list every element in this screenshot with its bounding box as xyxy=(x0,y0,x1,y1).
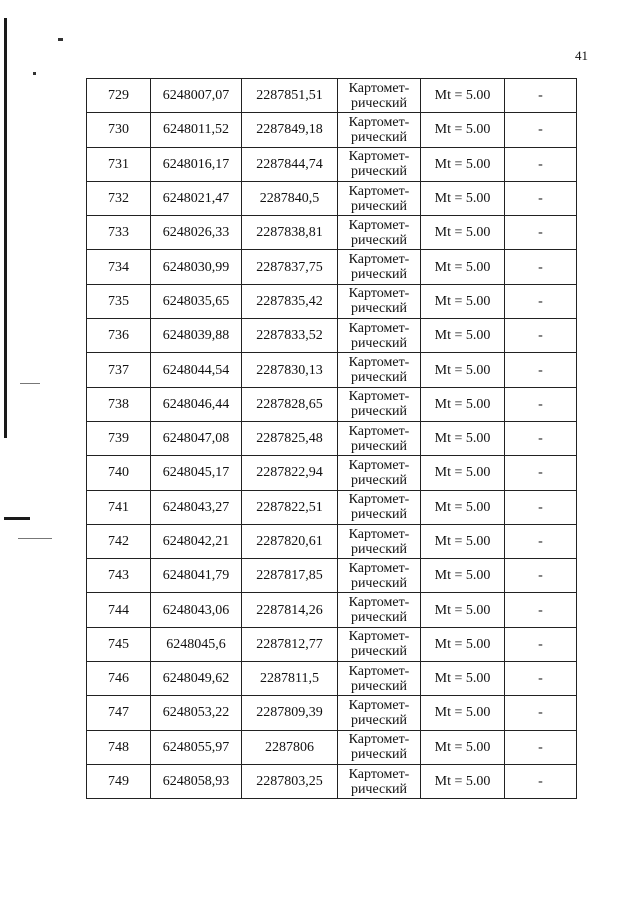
method-line-2: рический xyxy=(350,438,408,454)
scan-dash-mark xyxy=(4,517,30,520)
method-line-2: рический xyxy=(350,781,408,797)
method-cell xyxy=(338,559,421,593)
method-line-2: рический xyxy=(350,232,408,248)
method-line-1: Картомет- xyxy=(348,663,410,679)
method-line-1: Картомет- xyxy=(348,80,410,96)
table-row xyxy=(87,353,577,387)
y-coordinate-cell: 2287838,81 xyxy=(242,216,338,250)
method-line-1: Картомет- xyxy=(348,355,410,371)
note-cell: - xyxy=(505,764,577,798)
x-coordinate-cell: 6248058,93 xyxy=(151,764,242,798)
y-coordinate-cell: 2287835,42 xyxy=(242,284,338,318)
method-line-2: рический xyxy=(350,198,408,214)
coordinates-table xyxy=(86,78,577,799)
note-cell: - xyxy=(505,524,577,558)
method-line-2: рический xyxy=(350,370,408,386)
method-line-2: рический xyxy=(350,472,408,488)
note-cell: - xyxy=(505,696,577,730)
x-coordinate-cell: 6248047,08 xyxy=(151,421,242,455)
method-cell xyxy=(338,421,421,455)
accuracy-cell: Mt = 5.00 xyxy=(421,490,505,524)
table-row xyxy=(87,421,577,455)
method-line-2: рический xyxy=(350,335,408,351)
accuracy-cell: Mt = 5.00 xyxy=(421,284,505,318)
method-line-1: Картомет- xyxy=(348,114,410,130)
method-line-1: Картомет- xyxy=(348,183,410,199)
method-line-1: Картомет- xyxy=(348,595,410,611)
accuracy-cell: Mt = 5.00 xyxy=(421,113,505,147)
x-coordinate-cell: 6248007,07 xyxy=(151,79,242,113)
point-number-cell: 733 xyxy=(87,216,151,250)
method-line-2: рический xyxy=(350,129,408,145)
method-cell xyxy=(338,387,421,421)
point-number-cell: 738 xyxy=(87,387,151,421)
method-line-1: Картомет- xyxy=(348,457,410,473)
method-cell xyxy=(338,662,421,696)
method-line-1: Картомет- xyxy=(348,389,410,405)
note-cell: - xyxy=(505,284,577,318)
accuracy-cell: Mt = 5.00 xyxy=(421,559,505,593)
method-line-1: Картомет- xyxy=(348,286,410,302)
note-cell: - xyxy=(505,353,577,387)
method-line-1: Картомет- xyxy=(348,492,410,508)
point-number-cell: 745 xyxy=(87,627,151,661)
accuracy-cell: Mt = 5.00 xyxy=(421,627,505,661)
method-line-1: Картомет- xyxy=(348,217,410,233)
accuracy-cell: Mt = 5.00 xyxy=(421,147,505,181)
accuracy-cell: Mt = 5.00 xyxy=(421,764,505,798)
page-number: 41 xyxy=(575,48,588,63)
note-cell: - xyxy=(505,181,577,215)
accuracy-cell: Mt = 5.00 xyxy=(421,387,505,421)
x-coordinate-cell: 6248021,47 xyxy=(151,181,242,215)
table-row xyxy=(87,559,577,593)
method-cell xyxy=(338,593,421,627)
table-row xyxy=(87,696,577,730)
scan-speck xyxy=(58,38,63,41)
y-coordinate-cell: 2287814,26 xyxy=(242,593,338,627)
method-line-2: рический xyxy=(350,541,408,557)
method-line-2: рический xyxy=(350,678,408,694)
note-cell: - xyxy=(505,662,577,696)
table-row xyxy=(87,79,577,113)
note-cell: - xyxy=(505,730,577,764)
method-cell xyxy=(338,147,421,181)
point-number-cell: 744 xyxy=(87,593,151,627)
y-coordinate-cell: 2287817,85 xyxy=(242,559,338,593)
x-coordinate-cell: 6248053,22 xyxy=(151,696,242,730)
y-coordinate-cell: 2287840,5 xyxy=(242,181,338,215)
table-row xyxy=(87,764,577,798)
table-row xyxy=(87,627,577,661)
table-row xyxy=(87,147,577,181)
x-coordinate-cell: 6248049,62 xyxy=(151,662,242,696)
table-row xyxy=(87,490,577,524)
point-number-cell: 739 xyxy=(87,421,151,455)
note-cell: - xyxy=(505,250,577,284)
x-coordinate-cell: 6248030,99 xyxy=(151,250,242,284)
method-line-2: рический xyxy=(350,644,408,660)
x-coordinate-cell: 6248045,6 xyxy=(151,627,242,661)
method-line-2: рический xyxy=(350,404,408,420)
point-number-cell: 743 xyxy=(87,559,151,593)
method-cell xyxy=(338,216,421,250)
accuracy-cell: Mt = 5.00 xyxy=(421,216,505,250)
method-line-1: Картомет- xyxy=(348,423,410,439)
note-cell: - xyxy=(505,456,577,490)
accuracy-cell: Mt = 5.00 xyxy=(421,250,505,284)
table-row xyxy=(87,662,577,696)
y-coordinate-cell: 2287803,25 xyxy=(242,764,338,798)
method-line-1: Картомет- xyxy=(348,766,410,782)
coordinates-table-body xyxy=(87,79,577,799)
x-coordinate-cell: 6248035,65 xyxy=(151,284,242,318)
table-row xyxy=(87,284,577,318)
method-cell xyxy=(338,524,421,558)
scan-smudge xyxy=(20,383,40,384)
method-cell xyxy=(338,79,421,113)
method-line-1: Картомет- xyxy=(348,732,410,748)
method-cell xyxy=(338,250,421,284)
x-coordinate-cell: 6248041,79 xyxy=(151,559,242,593)
table-row xyxy=(87,181,577,215)
x-coordinate-cell: 6248055,97 xyxy=(151,730,242,764)
point-number-cell: 749 xyxy=(87,764,151,798)
method-cell xyxy=(338,764,421,798)
x-coordinate-cell: 6248043,27 xyxy=(151,490,242,524)
y-coordinate-cell: 2287844,74 xyxy=(242,147,338,181)
table-row xyxy=(87,387,577,421)
method-cell xyxy=(338,696,421,730)
y-coordinate-cell: 2287825,48 xyxy=(242,421,338,455)
method-line-2: рический xyxy=(350,575,408,591)
accuracy-cell: Mt = 5.00 xyxy=(421,319,505,353)
x-coordinate-cell: 6248026,33 xyxy=(151,216,242,250)
x-coordinate-cell: 6248039,88 xyxy=(151,319,242,353)
accuracy-cell: Mt = 5.00 xyxy=(421,593,505,627)
method-line-2: рический xyxy=(350,164,408,180)
table-row xyxy=(87,113,577,147)
point-number-cell: 737 xyxy=(87,353,151,387)
table-row xyxy=(87,524,577,558)
x-coordinate-cell: 6248042,21 xyxy=(151,524,242,558)
method-line-1: Картомет- xyxy=(348,697,410,713)
method-line-1: Картомет- xyxy=(348,149,410,165)
point-number-cell: 736 xyxy=(87,319,151,353)
y-coordinate-cell: 2287809,39 xyxy=(242,696,338,730)
method-cell xyxy=(338,113,421,147)
method-cell xyxy=(338,319,421,353)
accuracy-cell: Mt = 5.00 xyxy=(421,181,505,215)
method-line-2: рический xyxy=(350,267,408,283)
method-cell xyxy=(338,490,421,524)
method-line-2: рический xyxy=(350,610,408,626)
y-coordinate-cell: 2287820,61 xyxy=(242,524,338,558)
method-line-1: Картомет- xyxy=(348,629,410,645)
note-cell: - xyxy=(505,627,577,661)
method-cell xyxy=(338,181,421,215)
y-coordinate-cell: 2287837,75 xyxy=(242,250,338,284)
point-number-cell: 740 xyxy=(87,456,151,490)
point-number-cell: 734 xyxy=(87,250,151,284)
note-cell: - xyxy=(505,559,577,593)
y-coordinate-cell: 2287828,65 xyxy=(242,387,338,421)
method-cell xyxy=(338,456,421,490)
method-line-1: Картомет- xyxy=(348,320,410,336)
x-coordinate-cell: 6248046,44 xyxy=(151,387,242,421)
method-line-1: Картомет- xyxy=(348,252,410,268)
accuracy-cell: Mt = 5.00 xyxy=(421,421,505,455)
accuracy-cell: Mt = 5.00 xyxy=(421,730,505,764)
note-cell: - xyxy=(505,216,577,250)
method-cell xyxy=(338,730,421,764)
table-row xyxy=(87,319,577,353)
note-cell: - xyxy=(505,593,577,627)
x-coordinate-cell: 6248011,52 xyxy=(151,113,242,147)
y-coordinate-cell: 2287811,5 xyxy=(242,662,338,696)
table-row xyxy=(87,456,577,490)
note-cell: - xyxy=(505,387,577,421)
table-row xyxy=(87,730,577,764)
table-row xyxy=(87,593,577,627)
note-cell: - xyxy=(505,319,577,353)
accuracy-cell: Mt = 5.00 xyxy=(421,696,505,730)
accuracy-cell: Mt = 5.00 xyxy=(421,353,505,387)
point-number-cell: 732 xyxy=(87,181,151,215)
method-line-2: рический xyxy=(350,301,408,317)
x-coordinate-cell: 6248044,54 xyxy=(151,353,242,387)
scan-margin-bar xyxy=(4,18,7,438)
method-line-2: рический xyxy=(350,507,408,523)
point-number-cell: 746 xyxy=(87,662,151,696)
y-coordinate-cell: 2287806 xyxy=(242,730,338,764)
point-number-cell: 735 xyxy=(87,284,151,318)
method-cell xyxy=(338,284,421,318)
y-coordinate-cell: 2287833,52 xyxy=(242,319,338,353)
table-row xyxy=(87,250,577,284)
note-cell: - xyxy=(505,147,577,181)
method-line-1: Картомет- xyxy=(348,560,410,576)
y-coordinate-cell: 2287812,77 xyxy=(242,627,338,661)
y-coordinate-cell: 2287849,18 xyxy=(242,113,338,147)
point-number-cell: 729 xyxy=(87,79,151,113)
point-number-cell: 730 xyxy=(87,113,151,147)
accuracy-cell: Mt = 5.00 xyxy=(421,456,505,490)
method-line-2: рический xyxy=(350,712,408,728)
point-number-cell: 748 xyxy=(87,730,151,764)
accuracy-cell: Mt = 5.00 xyxy=(421,662,505,696)
scan-speck xyxy=(33,72,36,75)
accuracy-cell: Mt = 5.00 xyxy=(421,524,505,558)
point-number-cell: 742 xyxy=(87,524,151,558)
x-coordinate-cell: 6248043,06 xyxy=(151,593,242,627)
method-cell xyxy=(338,627,421,661)
note-cell: - xyxy=(505,113,577,147)
method-cell xyxy=(338,353,421,387)
note-cell: - xyxy=(505,79,577,113)
method-line-1: Картомет- xyxy=(348,526,410,542)
x-coordinate-cell: 6248016,17 xyxy=(151,147,242,181)
note-cell: - xyxy=(505,490,577,524)
point-number-cell: 731 xyxy=(87,147,151,181)
note-cell: - xyxy=(505,421,577,455)
method-line-2: рический xyxy=(350,95,408,111)
y-coordinate-cell: 2287851,51 xyxy=(242,79,338,113)
y-coordinate-cell: 2287822,51 xyxy=(242,490,338,524)
y-coordinate-cell: 2287822,94 xyxy=(242,456,338,490)
point-number-cell: 741 xyxy=(87,490,151,524)
point-number-cell: 747 xyxy=(87,696,151,730)
x-coordinate-cell: 6248045,17 xyxy=(151,456,242,490)
table-row xyxy=(87,216,577,250)
scan-smudge xyxy=(18,538,52,539)
method-line-2: рический xyxy=(350,747,408,763)
y-coordinate-cell: 2287830,13 xyxy=(242,353,338,387)
accuracy-cell: Mt = 5.00 xyxy=(421,79,505,113)
